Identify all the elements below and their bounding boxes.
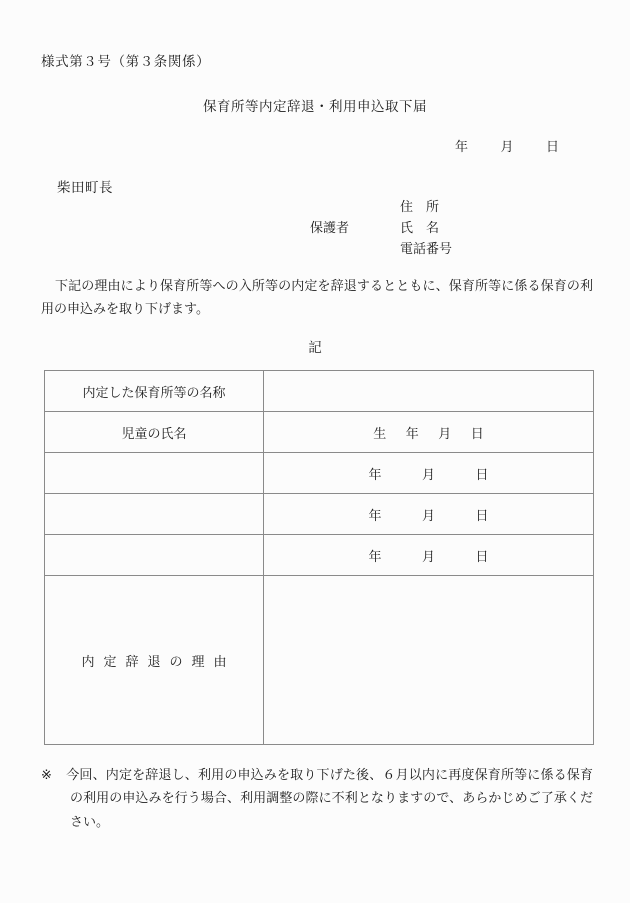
date-labels-2	[264, 505, 593, 524]
date-entry-line	[455, 136, 559, 155]
date-month-label: 月	[500, 139, 514, 154]
guardian-address-row	[310, 196, 452, 217]
date-day-label: 日	[546, 139, 560, 154]
decline-reason-label-cell	[45, 576, 264, 745]
birth-month-label: 月	[438, 425, 452, 441]
birth-year-label: 年	[405, 425, 419, 441]
guardian-phone-row	[310, 238, 452, 259]
facility-name-input-cell[interactable]	[264, 371, 594, 412]
child-name-label-cell	[45, 412, 264, 453]
day-label-3: 日	[475, 548, 489, 564]
child-name-label: 児童の氏名	[121, 425, 187, 441]
blank-label-cell-3[interactable]	[45, 535, 264, 576]
addressee: 柴田町長	[57, 180, 113, 195]
date-labels-3	[264, 546, 593, 565]
guardian-label: 保護者	[310, 220, 350, 235]
date-labels-1	[264, 464, 593, 483]
blank-label-cell-2[interactable]	[45, 494, 264, 535]
guardian-phone-label: 電話番号	[400, 241, 453, 256]
guardian-address-label: 住 所	[400, 199, 440, 214]
guardian-name-row	[310, 217, 452, 238]
table-row	[45, 576, 594, 745]
birth-prefix-label: 生	[373, 425, 387, 441]
decline-reason-input-cell[interactable]	[264, 576, 594, 745]
decline-reason-label: 内定辞退の理由	[81, 653, 236, 669]
table-row	[45, 371, 594, 412]
page-title: 保育所等内定辞退・利用申込取下届	[203, 99, 427, 114]
date-input-cell-2[interactable]	[264, 494, 594, 535]
table-row	[45, 535, 594, 576]
year-label-3: 年	[368, 548, 382, 564]
table-row	[45, 412, 594, 453]
year-label-2: 年	[368, 507, 382, 523]
form-number: 様式第３号（第３条関係）	[41, 54, 211, 69]
ki-marker: 記	[308, 340, 322, 355]
form-table	[44, 370, 594, 745]
body-paragraph: 下記の理由により保育所等への入所等の内定を辞退するとともに、保育所等に係る保育の利用の申込みを取り下げます。	[41, 278, 593, 316]
date-input-cell-1[interactable]	[264, 453, 594, 494]
blank-label-cell-1[interactable]	[45, 453, 264, 494]
table-row	[45, 494, 594, 535]
month-label-1: 月	[421, 466, 435, 482]
table-row	[45, 453, 594, 494]
birth-day-label: 日	[470, 425, 484, 441]
date-year-label: 年	[455, 139, 469, 154]
guardian-block	[310, 196, 452, 259]
footnote-text: 今回、内定を辞退し、利用の申込みを取り下げた後、６月以内に再度保育所等に係る保育の利用の申込みを行う場合、利用調整の際に不利となりますので、あらかじめご了承ください。	[66, 767, 593, 829]
footnote-mark: ※	[41, 767, 53, 782]
facility-name-label-cell	[45, 371, 264, 412]
footnote	[41, 763, 593, 833]
child-birthdate-labels	[264, 423, 593, 442]
child-birthdate-input-cell[interactable]	[264, 412, 594, 453]
day-label-1: 日	[475, 466, 489, 482]
month-label-3: 月	[421, 548, 435, 564]
year-label-1: 年	[368, 466, 382, 482]
guardian-name-label: 氏 名	[400, 220, 440, 235]
facility-name-label: 内定した保育所等の名称	[82, 384, 226, 400]
date-input-cell-3[interactable]	[264, 535, 594, 576]
day-label-2: 日	[475, 507, 489, 523]
month-label-2: 月	[421, 507, 435, 523]
